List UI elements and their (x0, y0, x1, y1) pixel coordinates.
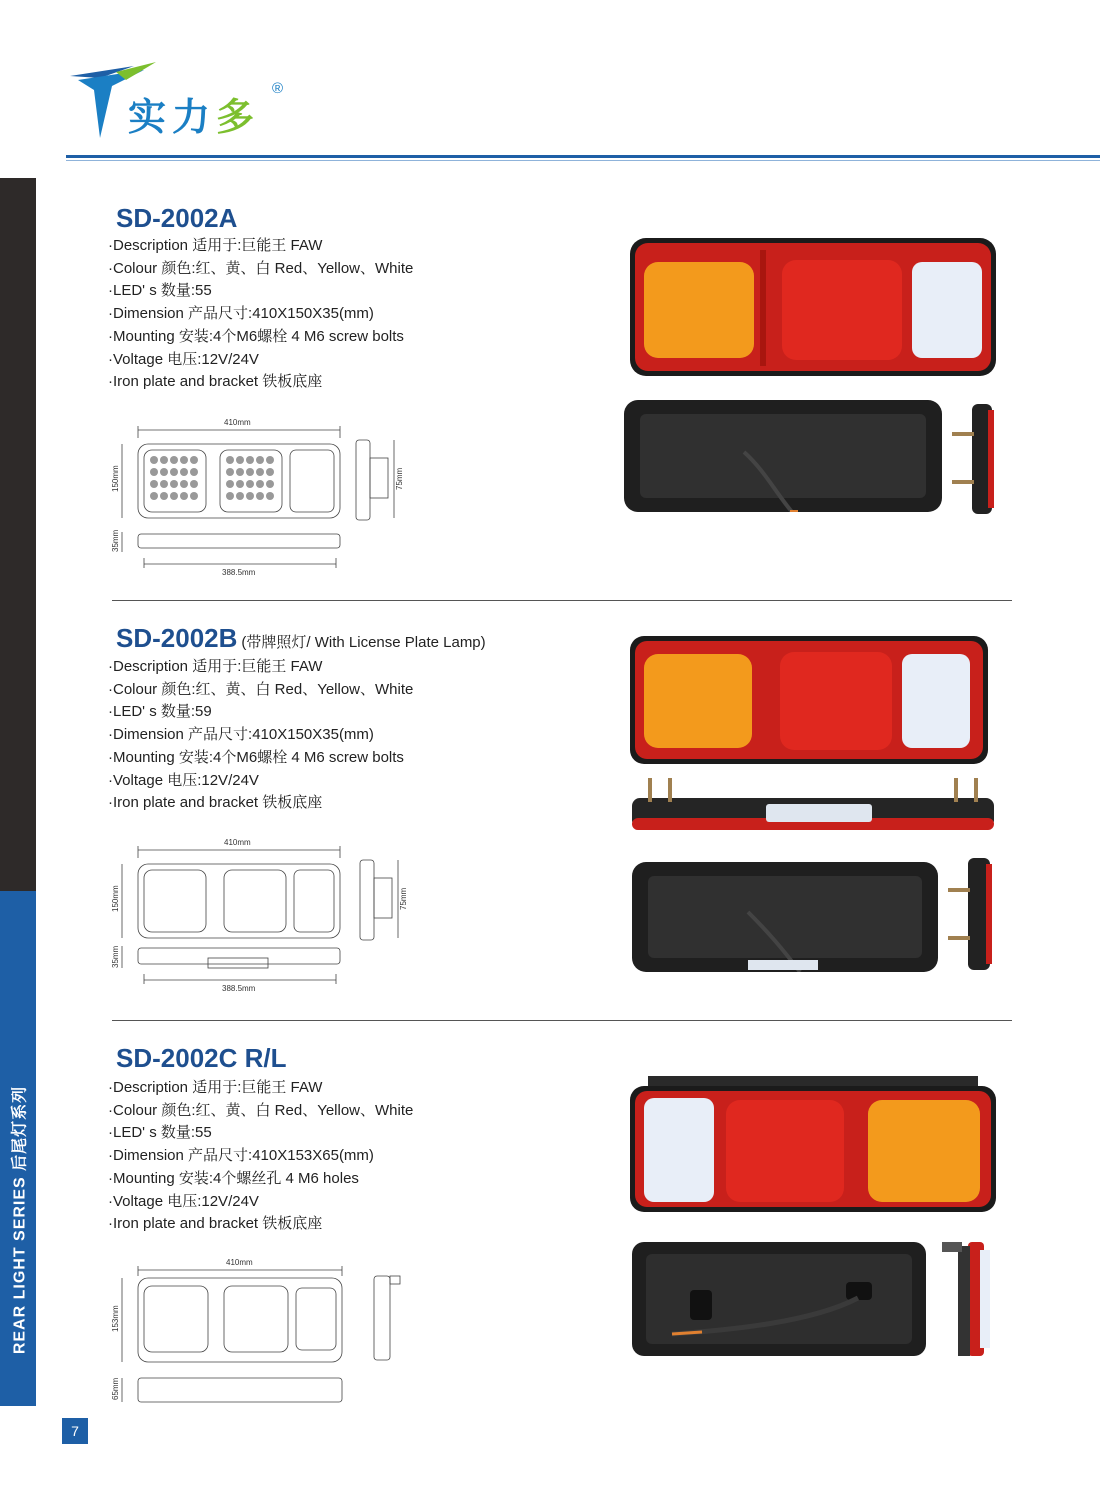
product-photo-side-a (948, 404, 996, 514)
spec-voltage: ·Voltage 电压:12V/24V (108, 1192, 259, 1210)
spec-colour: ·Colour 颜色:红、黄、白 Red、Yellow、White (108, 680, 414, 698)
spec-mounting: ·Mounting 安装:4个M6螺栓 4 M6 screw bolts (108, 327, 404, 345)
dim-width-label: 410mm (224, 418, 251, 427)
spec-led-count: ·LED' s 数量:55 (108, 282, 212, 300)
dim-depth-label: 35mm (111, 945, 120, 968)
dim-width-label: 410mm (226, 1258, 253, 1267)
dim-height-label: 153mm (111, 1305, 120, 1332)
dim-depth-label: 35mm (111, 529, 120, 552)
product-photo-front-c (630, 1076, 996, 1212)
dim-bottom-label: 388.5mm (222, 568, 256, 577)
spec-colour: ·Colour 颜色:红、黄、白 Red、Yellow、White (108, 1101, 414, 1119)
product-title-c (116, 1043, 287, 1074)
product-photo-front-b (630, 636, 988, 764)
spec-led-count: ·LED' s 数量:55 (108, 1124, 212, 1142)
spec-base: ·Iron plate and bracket 铁板底座 (108, 373, 323, 391)
spec-base: ·Iron plate and bracket 铁板底座 (108, 794, 323, 812)
page-number: 7 (62, 1418, 88, 1444)
dim-width-label: 410mm (224, 838, 251, 847)
spec-voltage: ·Voltage 电压:12V/24V (108, 350, 259, 368)
dim-bottom-label: 388.5mm (222, 984, 256, 993)
product-photo-back-c (632, 1242, 926, 1356)
spec-led-count: ·LED' s 数量:59 (108, 703, 212, 721)
spec-colour: ·Colour 颜色:红、黄、白 Red、Yellow、White (108, 259, 414, 277)
product-model-a: SD-2002A (116, 203, 238, 233)
header-rule-thin (66, 160, 1100, 161)
technical-drawing-a (108, 412, 418, 577)
spec-list-c (108, 1077, 413, 1236)
dim-depth-label: 65mm (111, 1377, 120, 1400)
registered-mark: ® (272, 80, 284, 97)
product-title-b (116, 623, 486, 654)
dim-height-label: 150mm (111, 465, 120, 492)
product-photo-back-a (624, 400, 942, 512)
dim-side-label: 75mm (399, 887, 408, 910)
product-model-b: SD-2002B (116, 623, 238, 653)
section-divider-2 (112, 1020, 1012, 1021)
spec-description: ·Description 适用于:巨能王 FAW (108, 1079, 323, 1096)
header-rule (66, 155, 1100, 158)
product-model-c: SD-2002C R/L (116, 1043, 287, 1073)
spec-dimension: ·Dimension 产品尺寸:410X153X65(mm) (108, 1147, 374, 1165)
spec-base: ·Iron plate and bracket 铁板底座 (108, 1215, 323, 1233)
spec-dimension: ·Dimension 产品尺寸:410X150X35(mm) (108, 726, 374, 744)
spec-mounting: ·Mounting 安装:4个螺丝孔 4 M6 holes (108, 1169, 359, 1187)
product-photo-front-a (630, 238, 996, 376)
spec-dimension: ·Dimension 产品尺寸:410X150X35(mm) (108, 305, 374, 323)
dim-height-label: 150mm (111, 885, 120, 912)
brand-name: 实力多 (128, 97, 261, 139)
product-title-a (116, 203, 237, 234)
section-divider-1 (112, 600, 1012, 601)
spec-mounting: ·Mounting 安装:4个M6螺栓 4 M6 screw bolts (108, 748, 404, 766)
product-photo-side-b (944, 858, 994, 970)
sidebar-series-label: REAR LIGHT SERIES 后尾灯系列 (11, 1085, 29, 1355)
sidebar-band-dark (0, 178, 36, 891)
spec-description: ·Description 适用于:巨能王 FAW (108, 237, 323, 254)
spec-list-b (108, 656, 413, 815)
product-photo-back-b (632, 862, 938, 972)
spec-voltage: ·Voltage 电压:12V/24V (108, 771, 259, 789)
spec-description: ·Description 适用于:巨能王 FAW (108, 658, 323, 675)
technical-drawing-b (108, 832, 418, 997)
dim-side-label: 75mm (395, 467, 404, 490)
product-subtitle-b: (带牌照灯/ With License Plate Lamp) (241, 634, 486, 651)
spec-list-a (108, 235, 413, 394)
product-photo-bottom-b (632, 776, 994, 832)
technical-drawing-c (106, 1254, 416, 1414)
product-photo-side-c (940, 1242, 994, 1356)
